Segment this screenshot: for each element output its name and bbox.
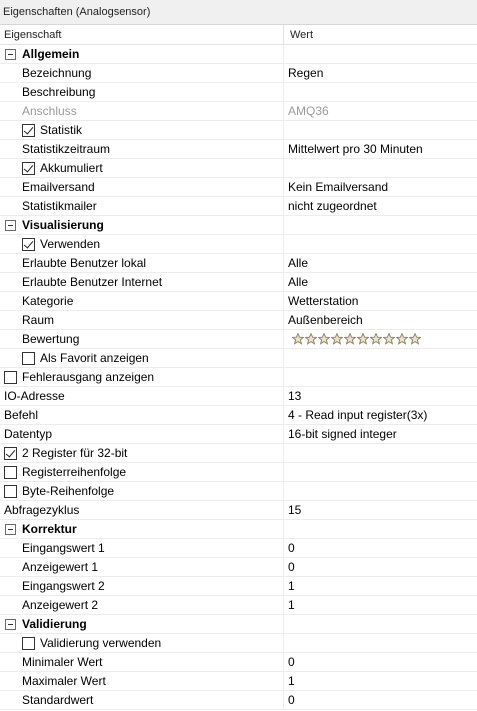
property-row[interactable]: [0, 292, 477, 311]
property-row[interactable]: [0, 64, 477, 83]
checkbox[interactable]: [22, 238, 35, 251]
property-row[interactable]: [0, 83, 477, 102]
property-name: Emailversand: [0, 178, 284, 196]
property-value[interactable]: [284, 634, 477, 652]
property-value[interactable]: [284, 121, 477, 139]
property-row[interactable]: [0, 159, 477, 178]
checkbox-property: [0, 634, 284, 652]
property-row[interactable]: [0, 197, 477, 216]
star-icon[interactable]: [383, 333, 395, 345]
category-row[interactable]: [0, 45, 477, 64]
property-value[interactable]: 1: [288, 674, 295, 688]
property-name: Statistikmailer: [0, 197, 284, 215]
property-row[interactable]: [0, 539, 477, 558]
property-row[interactable]: [0, 577, 477, 596]
checkbox-label: Byte-Reihenfolge: [22, 484, 115, 498]
property-row[interactable]: [0, 330, 477, 349]
collapse-icon[interactable]: [5, 524, 16, 535]
star-icon[interactable]: [305, 333, 317, 345]
property-name: IO-Adresse: [0, 387, 284, 405]
property-value[interactable]: 0: [288, 655, 295, 669]
checkbox-label: Registerreihenfolge: [22, 465, 127, 479]
property-name: Eingangswert 1: [0, 539, 284, 557]
checkbox-label: Verwenden: [40, 237, 101, 251]
property-row[interactable]: [0, 140, 477, 159]
star-icon[interactable]: [344, 333, 356, 345]
category-label: Allgemein: [0, 45, 284, 63]
property-name: Befehl: [0, 406, 284, 424]
category-label: Visualisierung: [0, 216, 284, 234]
star-icon[interactable]: [331, 333, 343, 345]
property-row[interactable]: [0, 178, 477, 197]
property-value[interactable]: Regen: [288, 66, 324, 80]
property-name: Statistikzeitraum: [0, 140, 284, 158]
property-name: Bezeichnung: [0, 64, 284, 82]
property-name: Anzeigewert 1: [0, 558, 284, 576]
rating-stars[interactable]: [284, 330, 477, 348]
property-value: [284, 615, 477, 633]
property-name: Abfragezyklus: [0, 501, 284, 519]
property-name: Raum: [0, 311, 284, 329]
property-rows: [0, 45, 477, 710]
checkbox-label: Als Favorit anzeigen: [40, 351, 149, 365]
window-title: Eigenschaften (Analogsensor): [0, 0, 477, 25]
property-row[interactable]: [0, 425, 477, 444]
checkbox[interactable]: [22, 637, 35, 650]
column-header-value[interactable]: Wert: [290, 29, 314, 41]
star-icon[interactable]: [292, 333, 304, 345]
property-row[interactable]: [0, 482, 477, 501]
property-value[interactable]: [284, 482, 477, 500]
property-grid: [0, 25, 477, 710]
property-value[interactable]: AMQ36: [288, 104, 329, 118]
property-value[interactable]: 16-bit signed integer: [288, 427, 397, 441]
property-name: Minimaler Wert: [0, 653, 284, 671]
property-name: Anzeigewert 2: [0, 596, 284, 614]
property-value[interactable]: Alle: [288, 275, 309, 289]
property-value: [284, 520, 477, 538]
property-value[interactable]: [284, 159, 477, 177]
checkbox-property: [0, 444, 284, 462]
property-value[interactable]: [284, 368, 477, 386]
column-header-property[interactable]: Eigenschaft: [0, 25, 284, 44]
checkbox-label: Statistik: [40, 123, 83, 137]
property-row[interactable]: [0, 311, 477, 330]
property-row[interactable]: [0, 349, 477, 368]
checkbox-property: [0, 235, 284, 253]
property-row[interactable]: [0, 653, 477, 672]
checkbox-label: 2 Register für 32-bit: [22, 446, 128, 460]
checkbox-label: Validierung verwenden: [40, 636, 162, 650]
property-value[interactable]: Außenbereich: [288, 313, 363, 327]
property-row[interactable]: [0, 634, 477, 653]
collapse-icon[interactable]: [5, 49, 16, 60]
collapse-icon[interactable]: [5, 619, 16, 630]
star-icon[interactable]: [357, 333, 369, 345]
property-row[interactable]: [0, 691, 477, 710]
property-value[interactable]: 1: [288, 579, 295, 593]
property-name: Maximaler Wert: [0, 672, 284, 690]
property-value[interactable]: 1: [288, 598, 295, 612]
property-name: Datentyp: [0, 425, 284, 443]
checkbox[interactable]: [22, 124, 35, 137]
property-row[interactable]: [0, 558, 477, 577]
property-value[interactable]: Kein Emailversand: [288, 180, 389, 194]
property-value[interactable]: Alle: [288, 256, 309, 270]
star-icon[interactable]: [318, 333, 330, 345]
checkbox-property: [0, 349, 284, 367]
category-row[interactable]: [0, 520, 477, 539]
property-row[interactable]: [0, 121, 477, 140]
property-value[interactable]: 15: [288, 503, 302, 517]
property-name: Erlaubte Benutzer lokal: [0, 254, 284, 272]
checkbox-property: [0, 463, 284, 481]
property-row[interactable]: [0, 463, 477, 482]
property-row[interactable]: [0, 672, 477, 691]
grid-header: [0, 25, 477, 45]
checkbox[interactable]: [4, 371, 17, 384]
property-name: Eingangswert 2: [0, 577, 284, 595]
property-value[interactable]: 0: [288, 560, 295, 574]
property-row[interactable]: [0, 273, 477, 292]
property-value[interactable]: [284, 349, 477, 367]
star-icon[interactable]: [409, 333, 421, 345]
checkbox[interactable]: [22, 162, 35, 175]
category-label: Korrektur: [0, 520, 284, 538]
checkbox[interactable]: [4, 466, 17, 479]
property-name: Kategorie: [0, 292, 284, 310]
property-row[interactable]: [0, 444, 477, 463]
property-value: [284, 45, 477, 63]
property-name: Bewertung: [0, 330, 284, 348]
property-value[interactable]: 0: [288, 541, 295, 555]
checkbox-property: [0, 121, 284, 139]
property-name: Anschluss: [0, 102, 284, 120]
checkbox-property: [0, 368, 284, 386]
checkbox-label: Akkumuliert: [40, 161, 103, 175]
property-name: Erlaubte Benutzer Internet: [0, 273, 284, 291]
property-value[interactable]: Wetterstation: [288, 294, 359, 308]
property-value[interactable]: [284, 444, 477, 462]
category-row[interactable]: [0, 216, 477, 235]
category-row[interactable]: [0, 615, 477, 634]
property-value[interactable]: 13: [288, 389, 302, 403]
checkbox-property: [0, 482, 284, 500]
category-label: Validierung: [0, 615, 284, 633]
checkbox-property: [0, 159, 284, 177]
checkbox-label: Fehlerausgang anzeigen: [22, 370, 155, 384]
property-row[interactable]: [0, 368, 477, 387]
property-row[interactable]: [0, 254, 477, 273]
property-name: Beschreibung: [0, 83, 284, 101]
property-name: Standardwert: [0, 691, 284, 709]
property-value[interactable]: Mittelwert pro 30 Minuten: [288, 142, 423, 156]
property-value: [284, 216, 477, 234]
property-row[interactable]: [0, 102, 477, 121]
property-value[interactable]: [284, 83, 477, 101]
star-icon[interactable]: [370, 333, 382, 345]
checkbox[interactable]: [22, 352, 35, 365]
property-value[interactable]: 0: [288, 693, 295, 707]
checkbox[interactable]: [4, 447, 17, 460]
checkbox[interactable]: [4, 485, 17, 498]
star-icon[interactable]: [396, 333, 408, 345]
property-value[interactable]: [284, 235, 477, 253]
property-value[interactable]: nicht zugeordnet: [288, 199, 377, 213]
property-value[interactable]: 4 - Read input register(3x): [288, 408, 428, 422]
property-row[interactable]: [0, 235, 477, 254]
property-row[interactable]: [0, 596, 477, 615]
collapse-icon[interactable]: [5, 220, 16, 231]
property-row[interactable]: [0, 387, 477, 406]
property-row[interactable]: [0, 501, 477, 520]
property-value[interactable]: [284, 463, 477, 481]
property-row[interactable]: [0, 406, 477, 425]
